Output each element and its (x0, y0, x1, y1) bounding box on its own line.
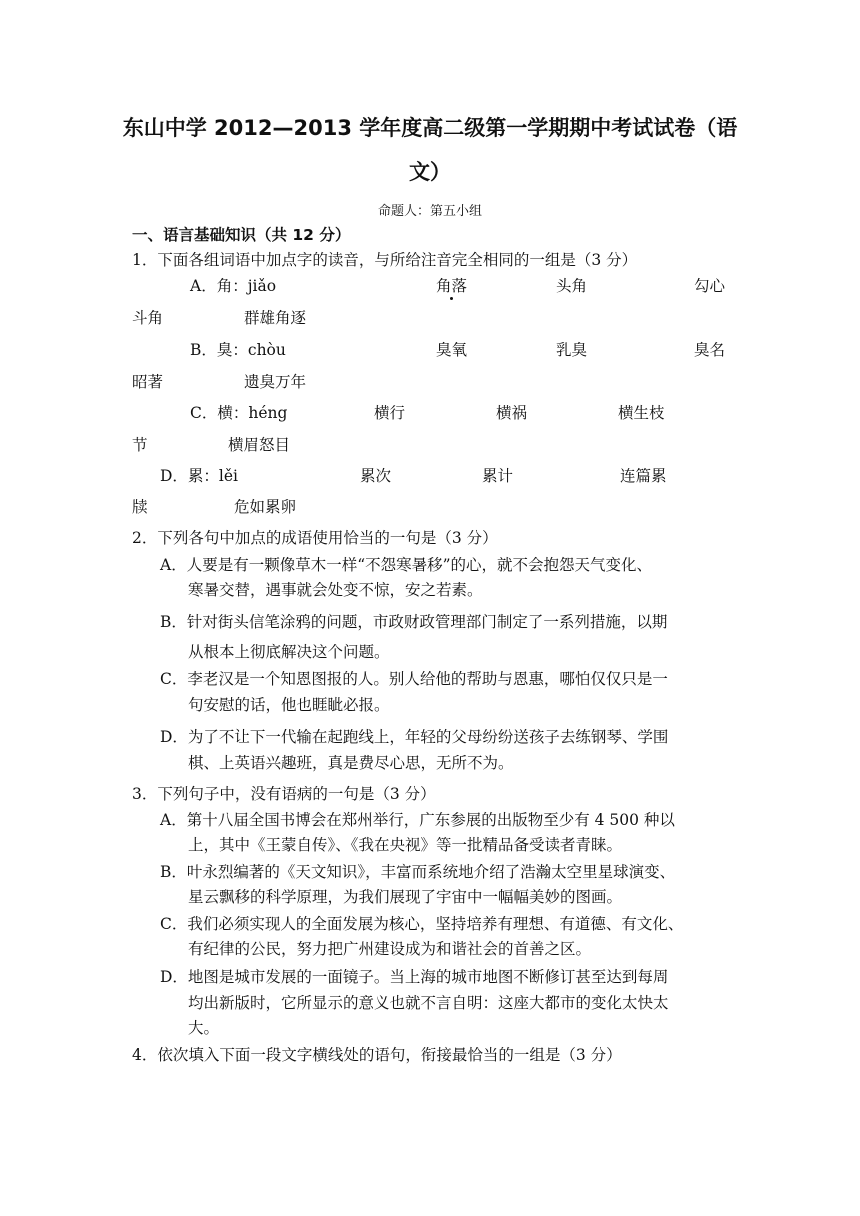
q1-option-a-word (694, 276, 725, 296)
q1-b-word-4: 遗臭万年 (244, 373, 307, 391)
q3-option-a-line-2: 上，其中《王蒙自传》、《我在央视》等一批精品备受读者青睐。 (188, 836, 623, 854)
q3-option-b-line-2: 星云飘移的科学原理，为我们展现了宇宙中一幅幅美妙的图画。 (188, 888, 623, 906)
q1-a-word-1: 角落 (436, 277, 468, 295)
q1-option-c-label: C．横：héng (190, 404, 288, 422)
q3-option-d-line-1: D．地图是城市发展的一面镜子。当上海的城市地图不断修订甚至达到每周 (160, 968, 669, 986)
q2-option-d-line-1: D．为了不让下一代输在起跑线上，年轻的父母纷纷送孩子去练钢琴、学围 (160, 728, 669, 746)
q1-option-a-word (556, 276, 587, 296)
q1-a-word-2: 头角 (556, 277, 588, 295)
q3-stem: 3．下列句子中，没有语病的一句是（3 分） (132, 785, 436, 803)
q1-d-word-1: 累次 (360, 467, 392, 485)
q1-d-word-3a: 连篇累 (620, 467, 667, 485)
q1-c-word-4: 横眉怒目 (228, 436, 291, 454)
q1-option-d-label: D．累：lěi (160, 467, 239, 485)
q1-a-word-3b: 斗角 (132, 309, 164, 327)
q1-option-a-word (436, 276, 467, 296)
exam-author: 命题人：第五小组 (377, 204, 482, 219)
q1-d-word-3b: 牍 (132, 498, 148, 516)
q1-option-a-label: A．角：jiǎo (190, 277, 277, 295)
q2-option-b-line-2: 从根本上彻底解决这个问题。 (188, 643, 390, 661)
q3-option-d-line-2: 均出新版时，它所显示的意义也就不言自明：这座大都市的变化太快太 (188, 994, 669, 1012)
q1-option-b-label: B．臭：chòu (190, 341, 286, 359)
q1-a-word-4: 群雄角逐 (244, 309, 307, 327)
q2-option-c-line-1: C．李老汉是一个知恩图报的人。别人给他的帮助与恩惠，哪怕仅仅只是一 (160, 670, 668, 688)
q1-c-word-1: 横行 (374, 404, 406, 422)
q1-b-word-3b: 昭著 (132, 373, 164, 391)
q3-option-c-line-1: C．我们必须实现人的全面发展为核心，坚持培养有理想、有道德、有文化、 (160, 915, 684, 933)
q2-option-c-line-2: 句安慰的话，他也睚眦必报。 (188, 696, 390, 714)
q3-option-a-line-1: A．第十八届全国书博会在郑州举行，广东参展的出版物至少有 4 500 种以 (160, 811, 675, 829)
q1-c-word-3b: 节 (132, 436, 148, 454)
q3-option-d-line-3: 大。 (188, 1019, 220, 1037)
q2-option-a-line-1: A．人要是有一颗像草木一样“不怨寒暑移”的心，就不会抱怨天气变化、 (160, 556, 653, 574)
q1-c-word-2: 横祸 (496, 404, 528, 422)
q2-stem: 2．下列各句中加点的成语使用恰当的一句是（3 分） (132, 529, 498, 547)
section-heading: 一、语言基础知识（共 12 分） (132, 226, 351, 244)
exam-title-line-2: 文） (409, 160, 451, 184)
q1-b-word-1: 臭氧 (436, 341, 468, 359)
q4-stem: 4．依次填入下面一段文字横线处的语句，衔接最恰当的一组是（3 分） (132, 1046, 622, 1064)
q1-stem: 1．下面各组词语中加点字的读音，与所给注音完全相同的一组是（3 分） (132, 251, 638, 269)
q3-option-b-line-1: B．叶永烈编著的《天文知识》，丰富而系统地介绍了浩瀚太空里星球演变、 (160, 863, 676, 881)
q2-option-d-line-2: 棋、上英语兴趣班，真是费尽心思，无所不为。 (188, 754, 514, 772)
q2-option-b-line-1: B．针对街头信笔涂鸦的问题，市政财政管理部门制定了一系列措施，以期 (160, 613, 668, 631)
q1-d-word-4: 危如累卵 (234, 498, 297, 516)
q3-option-c-line-2: 有纪律的公民，努力把广州建设成为和谐社会的首善之区。 (188, 940, 592, 958)
q1-b-word-3a: 臭名 (694, 341, 726, 359)
q1-a-word-3a: 勾心 (694, 277, 726, 295)
exam-title-line-1: 东山中学 2012—2013 学年度高二级第一学期期中考试试卷（语 (122, 116, 738, 140)
q1-b-word-2: 乳臭 (556, 341, 588, 359)
q1-d-word-2: 累计 (482, 467, 514, 485)
q2-option-a-line-2: 寒暑交替，遇事就会处变不惊，安之若素。 (188, 581, 483, 599)
q1-c-word-3a: 横生枝 (618, 404, 665, 422)
